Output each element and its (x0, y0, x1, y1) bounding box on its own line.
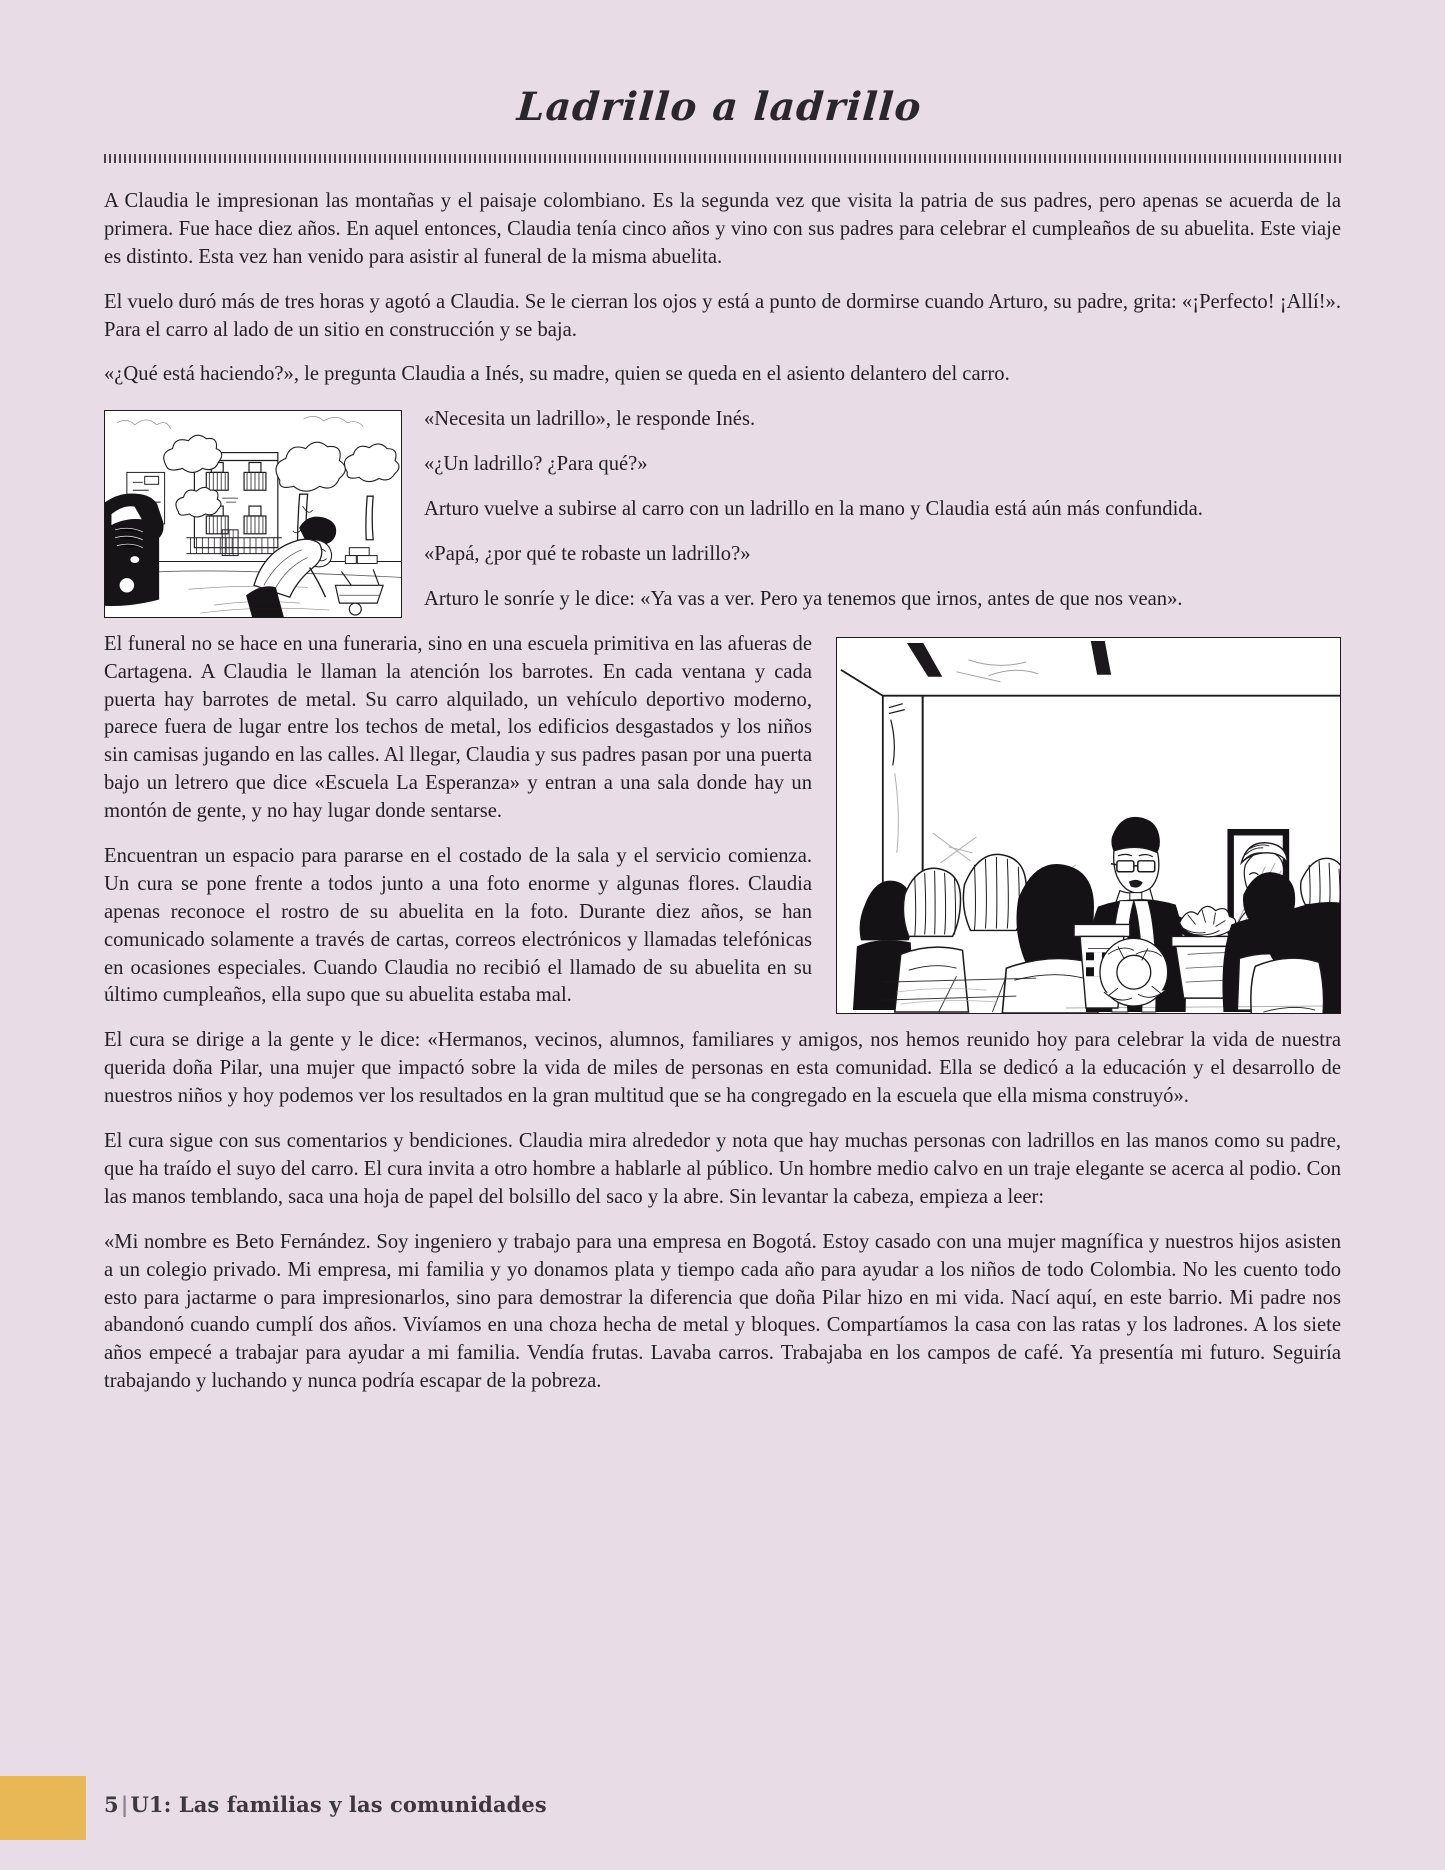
footer-separator: | (120, 1792, 129, 1817)
paragraph-beto-speech: «Mi nombre es Beto Fernández. Soy ingeniero y trabajo para una empresa en Bogotá. Estoy casado con una mujer magnífica y nuestros hijos asisten a un colegio privado. Mi empresa, mi familia y yo donamos plata y tiempo cada año para ayudar a los niños de todo Colombia. No les cuento todo esto para jactarme o para impresionarlos, sino para demostrar la diferencia que doña Pilar hizo en mi vida. Nací aquí, en este barrio. Mi padre nos abandonó cuando cumplí dos años. Vivíamos en una choza hecha de metal y bloques. Compartíamos la casa con las ratas y los ladrones. A los siete años empecé a trabajar para ayudar a mi familia. Vendía frutas. Lavaba carros. Trabajaba en los campos de café. Ya presentía mi futuro. Seguiría trabajando y luchando y nunca podría escapar de la pobreza. (104, 1230, 1341, 1393)
paragraph-dialog-3: Arturo vuelve a subirse al carro con un ladrillo en la mano y Claudia está aún más confundida. (424, 498, 1203, 521)
figure-funeral-service-svg (837, 638, 1340, 1013)
footer-page-number: 5 (104, 1792, 119, 1817)
footer-label (104, 1792, 547, 1817)
figure-brick-street-svg (105, 411, 401, 617)
paragraph-dialog-5: Arturo le sonríe y le dice: «Ya vas a ver. Pero ya tenemos que irnos, antes de que nos vean». (424, 587, 1183, 610)
paragraph-intro-3: «¿Qué está haciendo?», le pregunta Claudia a Inés, su madre, quien se queda en el asiento delantero del carro. (104, 363, 1010, 386)
paragraph-funeral-2: Encuentran un espacio para pararse en el costado de la sala y el servicio comienza. Un cura se pone frente a todos junto a una foto enorme y algunas flores. Claudia apenas reconoce el rostro de su abuelita en la foto. Durante diez años, se han comunicado solamente a través de cartas, correos electrónicos y llamadas telefónicas en ocasiones especiales. Cuando Claudia no recibió el llamado de su abuelita en su último cumpleaños, ella supo que su abuelita estaba mal. (104, 845, 812, 1007)
footer-unit-label: U1: Las familias y las comunidades (130, 1792, 547, 1817)
page-footer (0, 1748, 1445, 1870)
page-content (104, 0, 1341, 1396)
paragraph-dialog-1: «Necesita un ladrillo», le responde Inés. (424, 408, 756, 431)
paragraph-dialog-4: «Papá, ¿por qué te robaste un ladrillo?» (424, 543, 751, 566)
paragraph-bricks-crowd: El cura sigue con sus comentarios y bendiciones. Claudia mira alrededor y nota que hay muchas personas con ladrillos en las manos como su padre, que ha traído el suyo del carro. El cura invita a otro hombre a hablarle al público. Un hombre medio calvo en un traje elegante se acerca al podio. Con las manos temblando, saca una hoja de papel del bolsillo del saco y la abre. Sin levantar la cabeza, empieza a leer: (104, 1130, 1341, 1208)
paragraph-funeral-1: El funeral no se hace en una funeraria, sino en una escuela primitiva en las afueras de Cartagena. A Claudia le llaman la atención los barrotes. En cada ventana y cada puerta hay barrotes de metal. Su carro alquilado, un vehículo deportivo moderno, parece fuera de lugar entre los techos de metal, los edificios desgastados y los niños sin camisas jugando en las calles. Al llegar, Claudia y sus padres pasan por una puerta bajo un letrero que dice «Escuela La Esperanza» y entran a una sala donde hay un montón de gente, y no hay lugar donde sentarse. (104, 632, 812, 823)
article-body (104, 188, 1341, 1396)
page-title: Ladrillo a ladrillo (515, 84, 924, 130)
paragraph-intro-2: El vuelo duró más de tres horas y agotó a Claudia. Se le cierran los ojos y está a punto de dormirse cuando Arturo, su padre, grita: «¡Perfecto! ¡Allí!». Para el carro al lado de un sitio en construcción y se baja. (104, 290, 1341, 341)
title-divider (104, 153, 1341, 164)
footer-color-swatch (0, 1776, 86, 1840)
paragraph-intro-1: A Claudia le impresionan las montañas y el paisaje colombiano. Es la segunda vez que visita la patria de sus padres, pero apenas se acuerda de la primera. Fue hace diez años. En aquel entonces, Claudia tenía cinco años y vino con sus padres para celebrar el cumpleaños de su abuelita. Este viaje es distinto. Esta vez han venido para asistir al funeral de la misma abuelita. (104, 190, 1341, 268)
figure-funeral-service (836, 637, 1341, 1014)
paragraph-dialog-2: «¿Un ladrillo? ¿Para qué?» (424, 453, 648, 476)
figure-brick-street (104, 410, 402, 618)
paragraph-priest-speech: El cura se dirige a la gente y le dice: «Hermanos, vecinos, alumnos, familiares y amigos, nos hemos reunido hoy para celebrar la vida de nuestra querida doña Pilar, una mujer que impactó sobre la vida de miles de personas en esta comunidad. Ella se dedicó a la educación y el desarrollo de nuestros niños y hoy podemos ver los resultados en la gran multitud que se ha congregado en la escuela que ella misma construyó». (104, 1029, 1341, 1108)
